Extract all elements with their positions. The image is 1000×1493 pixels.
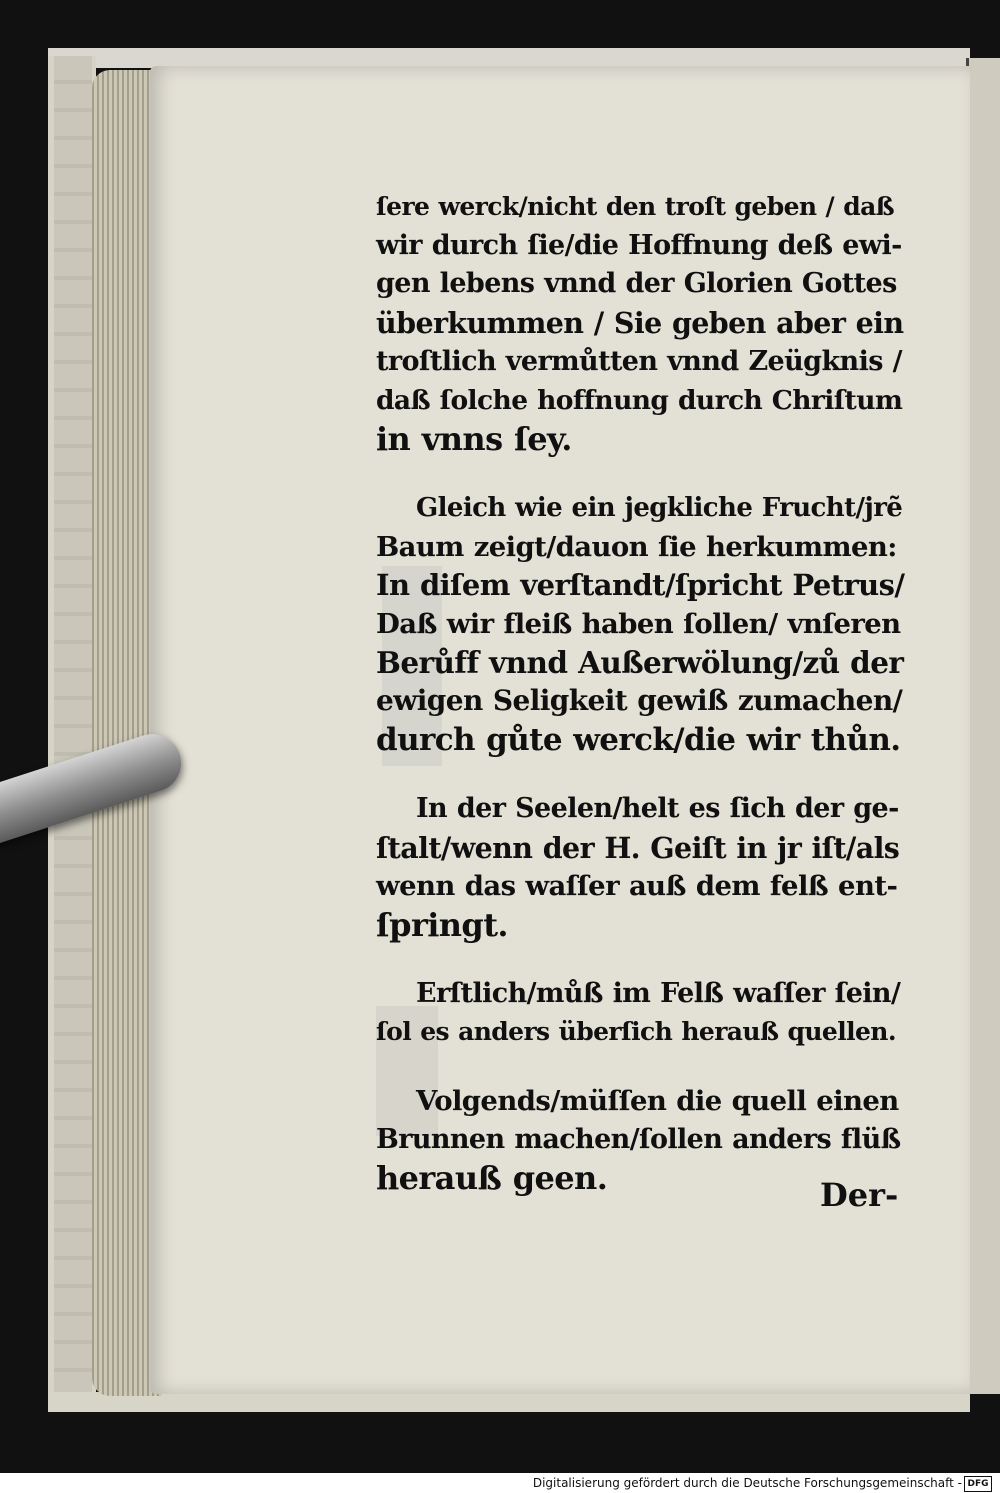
binding-bottom-edge xyxy=(48,1392,970,1412)
text-line: In der Seelen/helt es ſich der ge- xyxy=(416,792,899,824)
catchword: Der- xyxy=(820,1176,899,1214)
text-line: Daß wir fleiß haben ſollen/ vnſeren xyxy=(376,608,901,641)
page-text-block xyxy=(376,188,904,1228)
text-line: ſol es anders überſich herauß quellen. xyxy=(376,1017,896,1047)
text-line: herauß geen. xyxy=(376,1159,608,1198)
text-line: Erſtlich/můß im Felß waſſer ſein/ xyxy=(416,977,901,1009)
text-line: ſtalt/wenn der H. Geiſt in jr iſt/als xyxy=(376,830,900,865)
spine-print-strip xyxy=(54,56,92,1411)
text-line: Volgends/müſſen die quell einen xyxy=(416,1085,899,1118)
dfg-logo: DFG xyxy=(964,1476,992,1492)
text-line: ſere werck/nicht den troſt geben / daß xyxy=(376,192,895,221)
paragraph xyxy=(376,790,904,945)
text-line: Gleich wie ein jegkliche Frucht/jrẽ xyxy=(416,492,903,523)
text-line: wenn das waſſer auß dem felß ent- xyxy=(376,870,898,903)
text-line: überkummen / Sie geben aber ein xyxy=(376,306,904,341)
text-line: ſpringt. xyxy=(376,905,508,944)
text-line: durch gůte werck/die wir thůn. xyxy=(376,722,901,759)
text-line: In diſem verſtandt/ſpricht Petrus/ xyxy=(376,568,905,603)
binding-spine xyxy=(48,56,96,1411)
text-line: Baum zeigt/dauon ſie herkummen: xyxy=(376,530,897,563)
text-line: wir durch ſie/die Hoffnung deß ewi- xyxy=(376,229,902,261)
facing-page-edge xyxy=(966,58,1000,1394)
text-line: ewigen Seligkeit gewiß zumachen/ xyxy=(376,684,903,718)
digitization-credit: Digitalisierung gefördert durch die Deutsche Forschungsgemeinschaft - xyxy=(532,1476,962,1490)
paragraph xyxy=(376,489,904,760)
text-line: gen lebens vnnd der Glorien Gottes xyxy=(376,268,897,300)
text-line: Brunnen machen/ſollen anders flüß xyxy=(376,1123,901,1155)
text-line: Berůff vnnd Außerwölung/zů der xyxy=(376,644,904,680)
text-line: in vnns ſey. xyxy=(376,420,572,459)
paragraph xyxy=(376,975,904,1052)
paragraph xyxy=(376,188,904,459)
text-line: troſtlich vermůtten vnnd Zeügknis / xyxy=(376,345,902,377)
text-line: daß ſolche hoffnung durch Chriſtum xyxy=(376,384,903,416)
binding-top-edge xyxy=(48,48,970,68)
